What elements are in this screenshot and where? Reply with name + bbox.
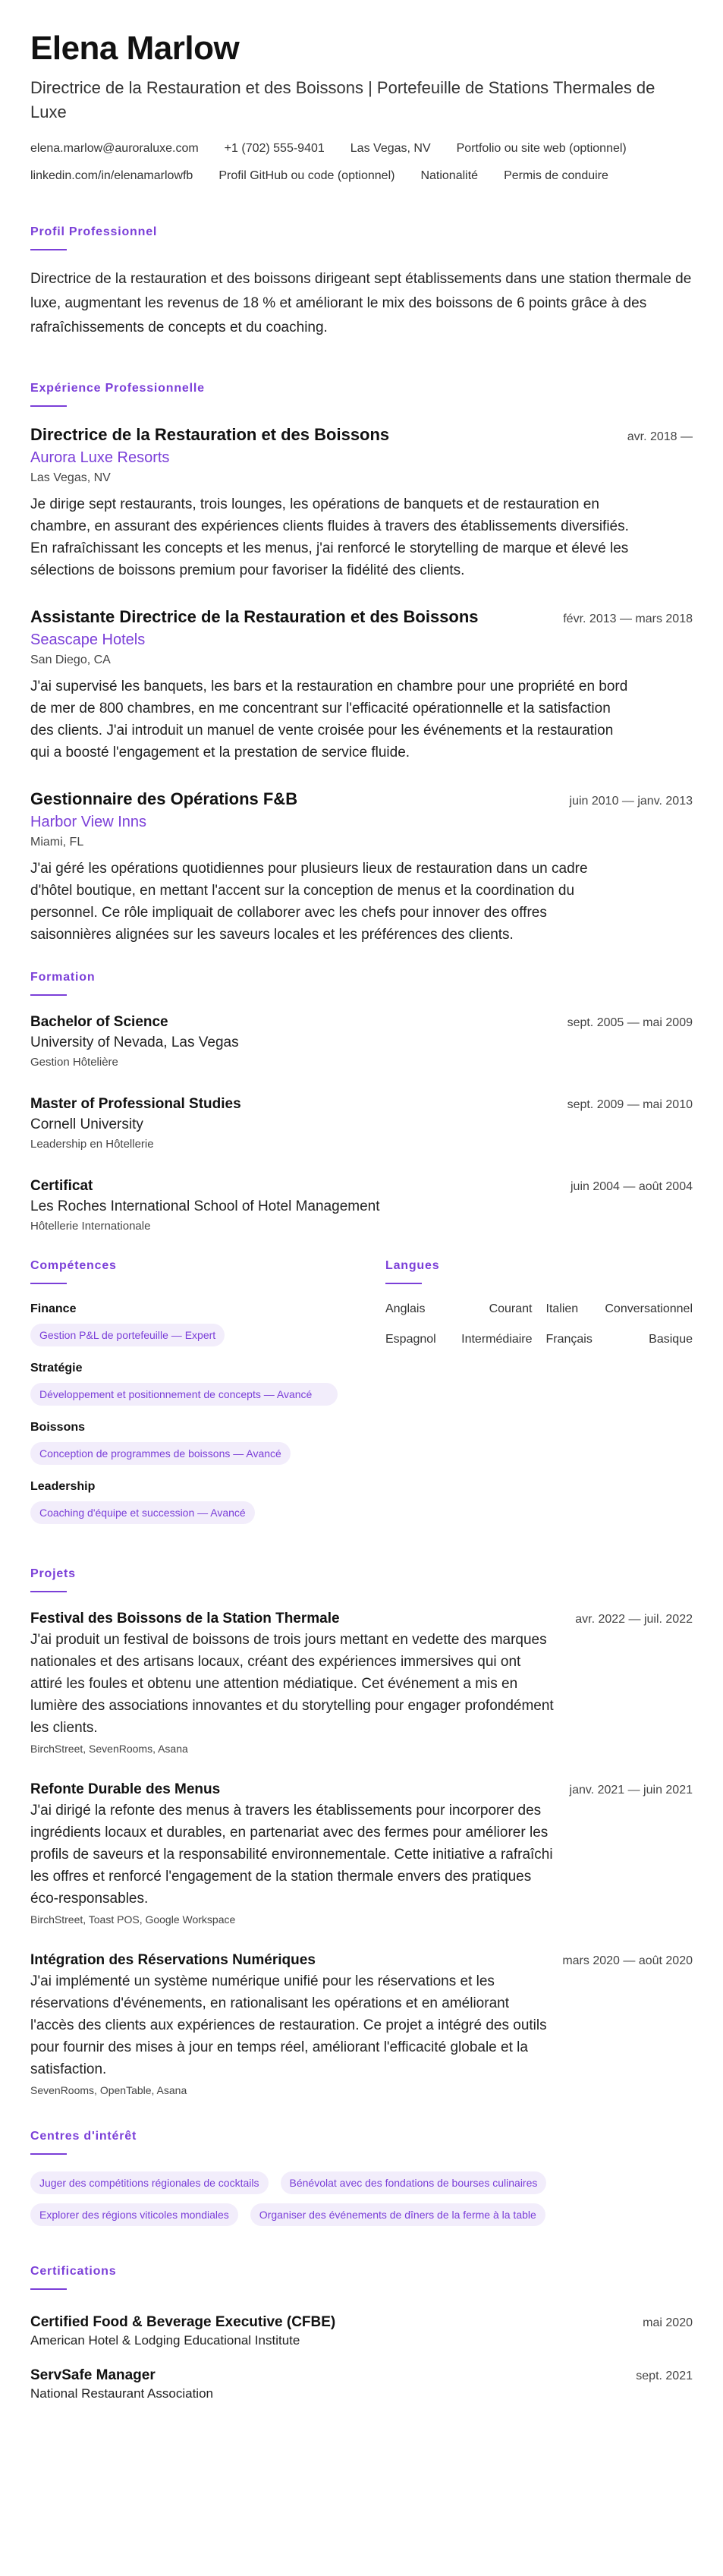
education-date: sept. 2005 — mai 2009	[567, 1016, 693, 1029]
section-divider	[30, 1591, 67, 1592]
language-item	[385, 1331, 533, 1348]
resume-header	[30, 29, 693, 184]
project-entry	[30, 1780, 693, 1928]
skill-category: Stratégie	[30, 1362, 83, 1375]
skill-category: Finance	[30, 1302, 77, 1315]
language-level: Courant	[489, 1302, 533, 1315]
interests-section	[30, 2129, 693, 2226]
job-date: juin 2010 — janv. 2013	[569, 795, 693, 808]
school-name: Cornell University	[30, 1116, 143, 1132]
degree: Master of Professional Studies	[30, 1096, 241, 1112]
skill-group	[30, 1419, 355, 1465]
interest-pill: Organiser des événements de dîners de la ferme à la table	[250, 2203, 545, 2226]
certification-date: mai 2020	[643, 2316, 693, 2329]
language-item	[385, 1301, 533, 1318]
degree: Certificat	[30, 1178, 93, 1194]
section-divider	[30, 405, 67, 407]
interest-pill: Explorer des régions viticoles mondiales	[30, 2203, 238, 2226]
certification-name: ServSafe Manager	[30, 2367, 156, 2383]
candidate-name: Elena Marlow	[30, 30, 240, 67]
education-date: sept. 2009 — mai 2010	[567, 1098, 693, 1111]
job-location: San Diego, CA	[30, 653, 111, 666]
interest-list	[30, 2171, 652, 2226]
project-tools: BirchStreet, SevenRooms, Asana	[30, 1743, 188, 1755]
project-date: avr. 2022 — juil. 2022	[575, 1613, 693, 1626]
experience-section	[30, 381, 693, 946]
job-location: Miami, FL	[30, 836, 84, 849]
contact-linkedin[interactable]: linkedin.com/in/elenamarlowfb	[30, 169, 193, 182]
project-description: J'ai dirigé la refonte des menus à travers les établissements pour incorporer des ingrédients locaux et durables, en partenariat avec des fermes pour améliorer les profils de saveurs et la responsabilité environnementale. Cette initiative a rafraîchi les offres et renforcé l'engagement de la station thermale envers des pratiques éco-responsables.	[30, 1803, 553, 1907]
degree: Bachelor of Science	[30, 1014, 168, 1030]
language-level: Conversationnel	[605, 1302, 693, 1315]
language-name: Italien	[545, 1302, 579, 1315]
company-name: Aurora Luxe Resorts	[30, 449, 170, 466]
field-of-study: Hôtellerie Internationale	[30, 1220, 151, 1233]
skill-category: Boissons	[30, 1421, 86, 1434]
skills-languages-row	[30, 1258, 693, 1538]
certification-entry	[30, 2366, 693, 2402]
language-item	[546, 1301, 693, 1318]
contact-github[interactable]: Profil GitHub ou code (optionnel)	[218, 169, 395, 182]
education-date: juin 2004 — août 2004	[570, 1180, 693, 1193]
job-title: Directrice de la Restauration et des Boissons	[30, 425, 390, 444]
section-divider	[30, 249, 67, 250]
project-title: Refonte Durable des Menus	[30, 1781, 221, 1797]
section-divider	[30, 994, 67, 996]
language-level: Intermédiaire	[461, 1333, 533, 1346]
company-name: Seascape Hotels	[30, 631, 146, 648]
skill-group	[30, 1301, 355, 1346]
project-date: janv. 2021 — juin 2021	[569, 1784, 693, 1797]
contact-email[interactable]: elena.marlow@auroraluxe.com	[30, 142, 199, 155]
section-divider	[30, 2153, 67, 2155]
skill-category: Leadership	[30, 1480, 96, 1493]
project-description: J'ai implémenté un système numérique unifié pour les réservations et les réservations d'événements, en rationalisant les opérations et en améliorant l'accès des clients aux expériences de restauration. Ce projet a intégré des outils pour fournir des mises à jour en temps réel, améliorant l'efficacité globale et la satisfaction.	[30, 1973, 547, 2077]
field-of-study: Gestion Hôtelière	[30, 1056, 118, 1069]
education-entry	[30, 1012, 693, 1072]
contact-portfolio[interactable]: Portfolio ou site web (optionnel)	[456, 142, 627, 155]
experience-entry	[30, 424, 693, 581]
experience-entry	[30, 606, 693, 764]
contact-row-2	[30, 168, 693, 184]
language-item	[546, 1331, 693, 1348]
certification-entry	[30, 2313, 693, 2349]
company-name: Harbor View Inns	[30, 814, 147, 830]
job-date: avr. 2018 —	[627, 430, 693, 443]
job-title: Gestionnaire des Opérations F&B	[30, 789, 298, 808]
skills-section	[30, 1258, 355, 1538]
project-tools: BirchStreet, Toast POS, Google Workspace	[30, 1913, 236, 1926]
certification-date: sept. 2021	[636, 2370, 693, 2382]
education-section	[30, 970, 693, 1236]
interest-pill: Juger des compétitions régionales de cocktails	[30, 2171, 269, 2194]
skill-pill: Développement et positionnement de concepts — Avancé	[30, 1383, 338, 1406]
skill-group	[30, 1360, 355, 1406]
section-title: Formation	[30, 971, 96, 984]
job-date: févr. 2013 — mars 2018	[563, 613, 693, 625]
headline: Directrice de la Restauration et des Boissons | Portefeuille de Stations Thermales de Luxe	[30, 78, 655, 121]
projects-section	[30, 1567, 693, 2099]
certification-issuer: National Restaurant Association	[30, 2386, 213, 2401]
section-title: Compétences	[30, 1259, 117, 1272]
section-divider	[385, 1283, 422, 1284]
section-title: Projets	[30, 1567, 76, 1580]
profile-summary: Directrice de la restauration et des boissons dirigeant sept établissements dans une station thermale de luxe, augmentant les revenus de 18 % et améliorant le mix des boissons de 6 points grâce à des rafraîchissements de concepts et du coaching.	[30, 271, 692, 335]
contact-location: Las Vegas, NV	[350, 142, 431, 155]
contact-phone[interactable]: +1 (702) 555-9401	[224, 142, 325, 155]
job-description: J'ai géré les opérations quotidiennes pour plusieurs lieux de restauration dans un cadre d'hôtel boutique, en mettant l'accent sur la conception de menus et la coordination du personnel. Ce rôle impliquait de collaborer avec les chefs pour innover des offres saisonnières alignées sur les saveurs locales et les préférences des clients.	[30, 861, 588, 943]
language-level: Basique	[649, 1333, 693, 1346]
language-name: Français	[545, 1333, 593, 1346]
skill-pill: Conception de programmes de boissons — Avancé	[30, 1442, 291, 1465]
certification-issuer: American Hotel & Lodging Educational Institute	[30, 2333, 300, 2348]
section-title: Certifications	[30, 2265, 117, 2278]
certifications-section	[30, 2264, 693, 2402]
section-title: Centres d'intérêt	[30, 2130, 137, 2143]
project-title: Festival des Boissons de la Station Thermale	[30, 1611, 340, 1627]
job-title: Assistante Directrice de la Restauration et des Boissons	[30, 607, 479, 626]
job-location: Las Vegas, NV	[30, 471, 111, 484]
language-list	[385, 1301, 693, 1348]
interest-pill: Bénévolat avec des fondations de bourses culinaires	[281, 2171, 547, 2194]
language-name: Anglais	[385, 1302, 426, 1315]
field-of-study: Leadership en Hôtellerie	[30, 1138, 154, 1151]
skill-pill: Gestion P&L de portefeuille — Expert	[30, 1324, 225, 1346]
school-name: University of Nevada, Las Vegas	[30, 1034, 239, 1050]
experience-entry	[30, 788, 693, 946]
section-title: Expérience Professionnelle	[30, 382, 205, 395]
project-date: mars 2020 — août 2020	[562, 1954, 693, 1967]
certification-name: Certified Food & Beverage Executive (CFBE)	[30, 2314, 336, 2330]
contact-row-1	[30, 141, 693, 156]
language-name: Espagnol	[385, 1333, 436, 1346]
job-description: Je dirige sept restaurants, trois lounges, les opérations de banquets et de restauration en chambre, en assurant des expériences clients fluides à travers des établissements diversifiés. En rafraîchissant les concepts et les menus, j'ai renforcé le storytelling de marque et élevé les sélections de boissons premium pour favoriser la fidélité des clients.	[30, 496, 629, 578]
project-entry	[30, 1951, 693, 2099]
education-entry	[30, 1094, 693, 1154]
project-title: Intégration des Réservations Numériques	[30, 1952, 316, 1968]
section-title: Profil Professionnel	[30, 225, 158, 238]
languages-section	[385, 1258, 693, 1538]
skill-group	[30, 1479, 355, 1524]
project-entry	[30, 1609, 693, 1757]
job-description: J'ai supervisé les banquets, les bars et la restauration en chambre pour une propriété en bord de mer de 800 chambres, en me concentrant sur l'efficacité opérationnelle et la satisfaction des clients. J'ai introduit un manuel de vente croisée pour les événements et la restauration qui a boosté l'engagement et la prestation de service fluide.	[30, 679, 628, 761]
section-title: Langues	[385, 1259, 440, 1272]
project-tools: SevenRooms, OpenTable, Asana	[30, 2084, 187, 2096]
section-divider	[30, 2288, 67, 2290]
education-entry	[30, 1176, 693, 1236]
contact-nationality: Nationalité	[420, 169, 479, 182]
contact-license: Permis de conduire	[504, 169, 608, 182]
skill-pill: Coaching d'équipe et succession — Avancé	[30, 1501, 255, 1524]
school-name: Les Roches International School of Hotel Management	[30, 1198, 380, 1214]
project-description: J'ai produit un festival de boissons de trois jours mettant en vedette des marques nationales et des artisans locaux, créant des expériences immersives qui ont attiré les foules et obtenu une attention médiatique. Cet événement a mis en lumière des associations innovantes et du storytelling pour engager profondément les clients.	[30, 1632, 554, 1736]
profile-section	[30, 225, 693, 340]
section-divider	[30, 1283, 67, 1284]
